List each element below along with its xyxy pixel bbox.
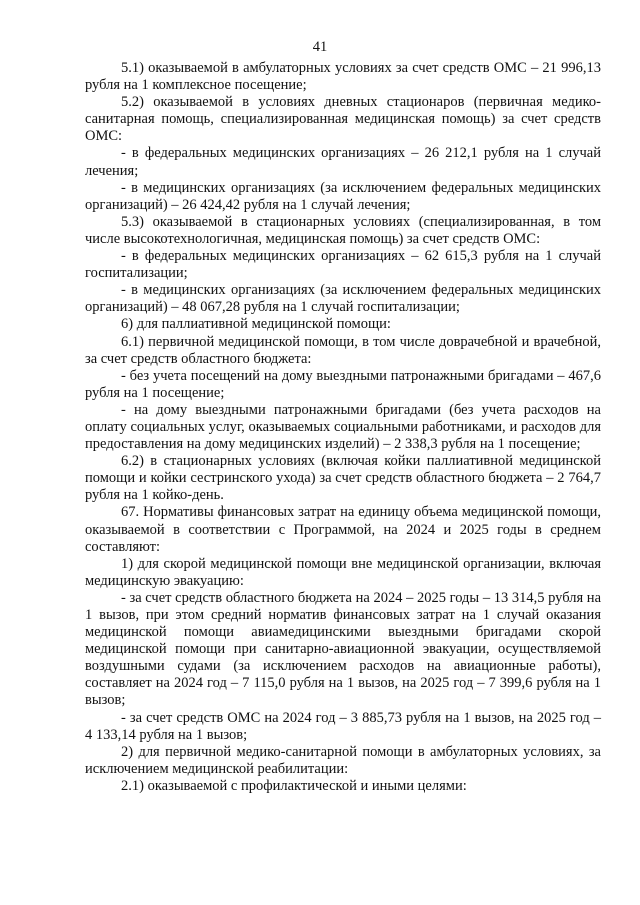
paragraph: 5.1) оказываемой в амбулаторных условиях за счет средств ОМС – 21 996,13 рубля на 1 комплексное посещение; (85, 60, 601, 94)
paragraph: - в медицинских организациях (за исключением федеральных медицинских организаций) – 26 424,42 рубля на 1 случай лечения; (85, 179, 601, 213)
paragraph: - в медицинских организациях (за исключением федеральных медицинских организаций) – 48 067,28 рубля на 1 случай госпитализации; (85, 282, 601, 316)
paragraph: 2.1) оказываемой с профилактической и иными целями: (121, 777, 467, 794)
paragraph: - за счет средств ОМС на 2024 год – 3 885,73 рубля на 1 вызов, на 2025 год – 4 133,14 рубля на 1 вызов; (85, 709, 601, 743)
page-number: 41 (312, 39, 328, 55)
paragraph: 6.1) первичной медицинской помощи, в том числе доврачебной и врачебной, за счет средств областного бюджета: (85, 333, 601, 367)
paragraph: - без учета посещений на дому выездными патронажными бригадами – 467,6 рубля на 1 посещение; (85, 367, 601, 401)
paragraph: 1) для скорой медицинской помощи вне медицинской организации, включая медицинскую эвакуацию: (85, 555, 601, 589)
paragraph: 6) для паллиативной медицинской помощи: (121, 316, 391, 333)
paragraph: - в федеральных медицинских организациях – 62 615,3 рубля на 1 случай госпитализации; (85, 248, 601, 282)
paragraph: 67. Нормативы финансовых затрат на единицу объема медицинской помощи, оказываемой в соответствии с Программой, на 2024 и 2025 годы в среднем составляют: (85, 504, 601, 555)
paragraph: - за счет средств областного бюджета на 2024 – 2025 годы – 13 314,5 рубля на 1 вызов, при этом средний норматив финансовых затрат на 1 случай оказания медицинской помощи авиамедицинскими выездными бригадами скорой медицинской помощи при санитарно-авиационной эвакуации, осуществляемой воздушными судами (за исключением расходов на авиационные работы), составляет на 2024 год – 7 115,0 рубля на 1 вызов, на 2025 год – 7 399,6 рубля на 1 вызов; (85, 589, 601, 709)
paragraph: 6.2) в стационарных условиях (включая койки паллиативной медицинской помощи и койки сестринского ухода) за счет средств областного бюджета – 2 764,7 рубля на 1 койко-день. (85, 453, 601, 504)
document-body (85, 60, 601, 795)
paragraph: 5.2) оказываемой в условиях дневных стационаров (первичная медико-санитарная помощь, специализированная медицинская помощь) за счет средств ОМС: (85, 94, 601, 145)
paragraph: 2) для первичной медико-санитарной помощи в амбулаторных условиях, за исключением медицинской реабилитации: (85, 743, 601, 777)
paragraph: 5.3) оказываемой в стационарных условиях (специализированная, в том числе высокотехнологичная, медицинская помощь) за счет средств ОМС: (85, 213, 601, 247)
paragraph: - в федеральных медицинских организациях – 26 212,1 рубля на 1 случай лечения; (85, 145, 601, 179)
paragraph: - на дому выездными патронажными бригадами (без учета расходов на оплату социальных услуг, оказываемых социальными работниками, и расходов для предоставления на дому медицинских изделий) – 2 338,3 рубля на 1 посещение; (85, 401, 601, 453)
